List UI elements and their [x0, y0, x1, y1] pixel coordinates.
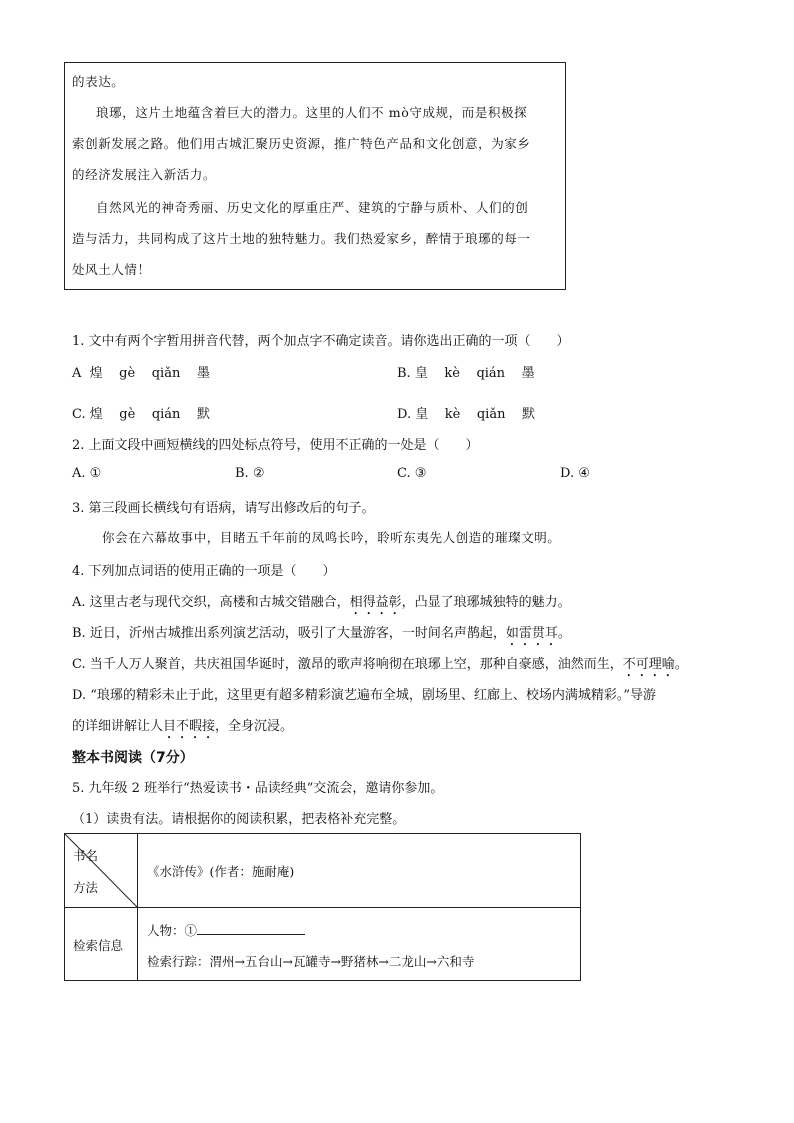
- option-b[interactable]: B. ②: [235, 466, 265, 481]
- option-text: 。: [674, 657, 688, 672]
- dotted-phrase: 目不暇接: [163, 719, 216, 734]
- table-divider: [65, 907, 580, 908]
- option-b[interactable]: B. 皇 kè qián 墨: [397, 366, 535, 381]
- option-d[interactable]: D. ④: [560, 466, 590, 481]
- option-text: A. 这里古老与现代交织，高楼和古城交错融合，: [72, 595, 350, 610]
- option-b[interactable]: [72, 622, 571, 649]
- dotted-phrase: 相得益彰: [349, 595, 402, 610]
- dotted-phrase: 不可理喻: [622, 657, 675, 672]
- table-book-title: 《水浒传》(作者：施耐庵): [147, 864, 295, 879]
- passage-line: 的表达。: [72, 74, 125, 89]
- question-stem: 2. 上面文段中画短横线的四处标点符号，使用不正确的一处是（ ）: [72, 438, 479, 453]
- passage-line: 琅琊，这片土地蕴含着巨大的潜力。这里的人们不 mò守成规，而是积极探: [96, 105, 528, 120]
- section-title: 整本书阅读（7分）: [72, 750, 194, 766]
- option-a[interactable]: A 煌 gè qiǎn 墨: [72, 366, 210, 381]
- option-c[interactable]: C. 煌 gè qián 默: [72, 407, 210, 422]
- option-text: ，凸显了琅琊城独特的魅力。: [401, 595, 571, 610]
- option-text: C. 当千人万人聚首，共庆祖国华诞时，激昂的歌声将响彻在琅琊上空，那种自豪感，油然而生，: [72, 657, 623, 672]
- sub-question: （1）读贵有法。请根据你的阅读积累，把表格补充完整。: [72, 812, 406, 827]
- option-c[interactable]: C. ③: [397, 466, 427, 481]
- table-header-method: 方法: [73, 880, 99, 895]
- option-c[interactable]: [72, 653, 688, 680]
- reading-table: [64, 833, 581, 981]
- table-person-line: [147, 921, 305, 939]
- passage-line: 索创新发展之路。他们用古城汇聚历史资源，推广特色产品和文化创意，为家乡: [72, 136, 531, 151]
- person-label: 人物：①: [147, 923, 198, 938]
- passage-line: 处风土人情！: [72, 262, 151, 277]
- quoted-sentence: 你会在六幕故事中，目睹五千年前的凤鸣长吟，聆听东夷先人创造的璀璨文明。: [102, 530, 561, 545]
- option-text: B. 近日，沂州古城推出系列演艺活动，吸引了大量游客，一时间名声鹊起，: [72, 626, 506, 641]
- option-d-continued[interactable]: [72, 715, 293, 742]
- passage-line: 造与活力，共同构成了这片土地的独特魅力。我们热爱家乡，醉情于琅琊的每一: [72, 231, 531, 246]
- option-text: 的详细讲解让人: [72, 719, 164, 734]
- passage-line: 的经济发展注入新活力。: [72, 167, 217, 182]
- option-a[interactable]: A. ①: [72, 466, 102, 481]
- option-text: ，全身沉浸。: [215, 719, 294, 734]
- table-route: 检索行踪：渭州→五台山→瓦罐寺→野猪林→二龙山→六和寺: [147, 954, 475, 969]
- option-a[interactable]: [72, 591, 571, 618]
- question-stem: 4. 下列加点词语的使用正确的一项是（ ）: [72, 564, 336, 579]
- answer-blank[interactable]: [197, 922, 305, 935]
- table-header-book: 书名: [73, 848, 99, 863]
- question-stem: 3. 第三段画长横线句有语病，请写出修改后的句子。: [72, 501, 375, 516]
- question-stem: 1. 文中有两个字暂用拼音代替，两个加点字不确定读音。请你选出正确的一项（ ）: [72, 334, 570, 349]
- option-text: 。: [557, 626, 571, 641]
- table-row-label: 检索信息: [73, 938, 124, 953]
- passage-line: 自然风光的神奇秀丽、历史文化的厚重庄严、建筑的宁静与质朴、人们的创: [96, 200, 529, 215]
- option-d[interactable]: D. 皇 kè qiǎn 默: [397, 407, 535, 422]
- option-text: D. “琅琊的精彩未止于此，这里更有超多精彩演艺遍布全城，剧场里、红廊上、校场内满城精彩。”导游: [72, 688, 657, 703]
- option-d[interactable]: [72, 684, 656, 703]
- question-stem: 5. 九年级 2 班举行“热爱读书・品读经典”交流会，邀请你参加。: [72, 781, 444, 796]
- dotted-phrase: 如雷贯耳: [505, 626, 558, 641]
